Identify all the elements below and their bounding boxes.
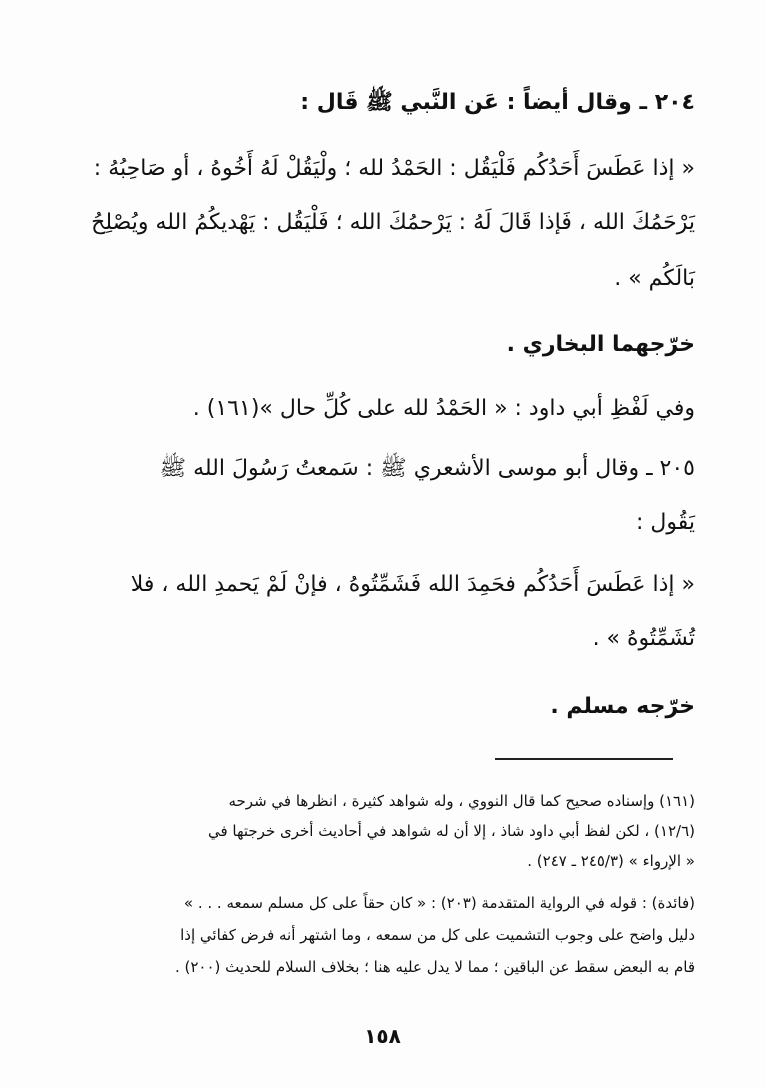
footnote-benefit-line1: (فائدة) : قوله في الرواية المتقدمة (٢٠٣) : « كان حقاً على كل مسلم سمعه . . . » — [183, 894, 695, 912]
hadith-204-abu-dawud: وفي لَفْظِ أبي داود : « الحَمْدُ لله على كُلِّ حال »(١٦١) . — [192, 396, 695, 421]
footnote-161-line1: (١٦١) وإسناده صحيح كما قال النووي ، وله شواهد كثيرة ، انظرها في شرحه — [228, 792, 695, 810]
hadith-205-source: خرّجه مسلم . — [550, 694, 695, 719]
footnote-separator — [495, 758, 673, 760]
hadith-204-text-line2: يَرْحَمُكَ الله ، فَإذا قَالَ لَهُ : يَرْحمُكَ الله ؛ فَلْيَقُل : يَهْديكُمُ الله ويُصْلِحُ — [91, 210, 695, 235]
hadith-205-intro-line1: ٢٠٥ ـ وقال أبو موسى الأشعري ﷺ : سَمعتُ رَسُولَ الله ﷺ — [159, 456, 695, 481]
footnote-161-line3: « الإرواء » (٢٤٥/٣ ـ ٢٤٧) . — [527, 852, 695, 870]
hadith-204-text-line1: « إذا عَطَسَ أَحَدُكُم فَلْيَقُل : الحَمْدُ لله ؛ ولْيَقُلْ لَهُ أَخُوهُ ، أو صَاحِبُهُ : — [93, 156, 695, 181]
footnote-161-line2: (١٢/٦) ، لكن لفظ أبي داود شاذ ، إلا أن له شواهد في أحاديث أخرى خرجتها في — [207, 822, 695, 840]
hadith-204-text-line3: بَالَكُم » . — [614, 266, 695, 291]
hadith-205-intro-line2: يَقُول : — [635, 510, 695, 535]
page-number: ١٥٨ — [364, 1024, 401, 1048]
hadith-204-source: خرّجهما البخاري . — [506, 332, 695, 357]
hadith-205-text-line2: تُشَمِّتُوهُ » . — [592, 626, 695, 651]
footnote-benefit-line3: قام به البعض سقط عن الباقين ؛ مما لا يدل عليه هنا ؛ بخلاف السلام للحديث (٢٠٠) . — [174, 958, 695, 976]
hadith-204-intro: ٢٠٤ ـ وقال أيضاً : عَن النَّبي ﷺ قَال : — [300, 90, 695, 115]
footnote-benefit-line2: دليل واضح على وجوب التشميت على كل من سمعه ، وما اشتهر أنه فرض كفائي إذا — [180, 926, 695, 944]
hadith-205-text-line1: « إذا عَطَسَ أَحَدُكُم فحَمِدَ الله فَشَمِّتُوهُ ، فإنْ لَمْ يَحمدِ الله ، فلا — [130, 572, 695, 597]
